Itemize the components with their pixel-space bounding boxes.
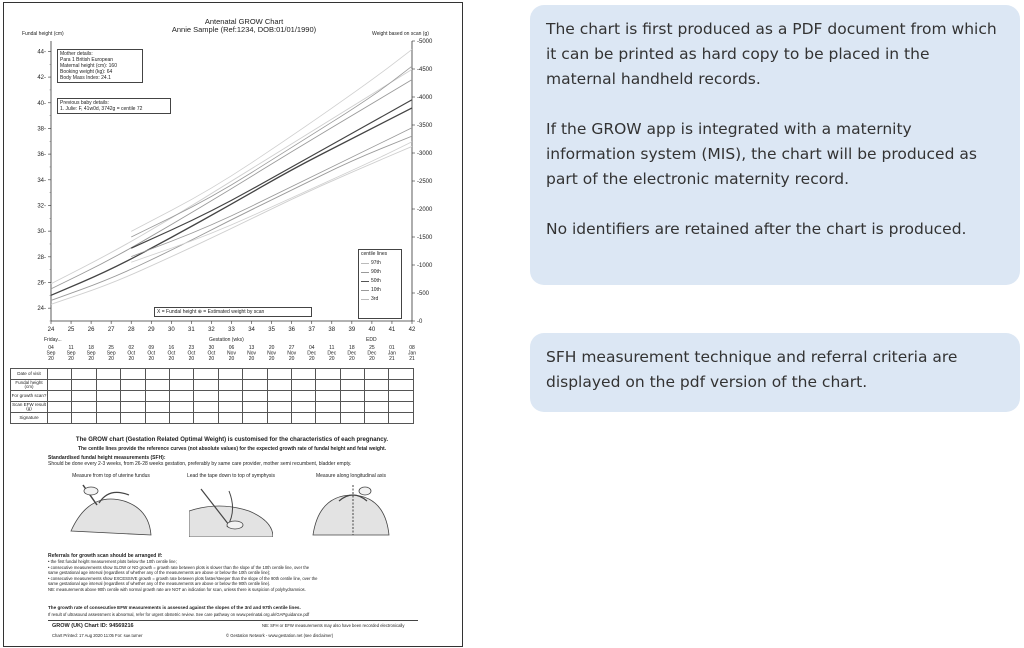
week-tick-label: 40 bbox=[368, 327, 376, 333]
right-tick-label: -5000 bbox=[417, 39, 433, 45]
date-label: 25 bbox=[369, 345, 375, 351]
footer-divider bbox=[48, 620, 418, 621]
date-label: Nov bbox=[287, 350, 297, 357]
copyright: © Gestation Network - www.gestation.net (see disclaimer) bbox=[226, 633, 334, 638]
right-tick-label: -2000 bbox=[417, 207, 433, 213]
callout-bottom bbox=[530, 333, 1020, 412]
efw-centile-50th bbox=[131, 100, 412, 248]
step2-caption: Lead the tape down to top of symphysis bbox=[186, 473, 276, 479]
date-label: 21 bbox=[409, 356, 415, 362]
step1-caption: Measure from top of uterine fundus bbox=[72, 473, 150, 479]
date-label: Oct bbox=[167, 350, 176, 357]
row-label: Scan EFW result (g) bbox=[12, 401, 46, 411]
mother-details-line: Maternal height (cm): 160 bbox=[60, 63, 117, 69]
date-label: 04 bbox=[308, 345, 315, 351]
efw-centile-97th bbox=[131, 49, 412, 231]
week-tick-label: 30 bbox=[167, 327, 175, 333]
patient-info: Annie Sample (Ref:1234, DOB:01/01/1990) bbox=[171, 25, 317, 34]
date-label: 20 bbox=[228, 356, 235, 362]
date-label: 18 bbox=[349, 345, 355, 351]
date-label: 20 bbox=[148, 356, 155, 362]
right-tick-label: -2500 bbox=[417, 179, 433, 185]
visit-table bbox=[10, 368, 414, 424]
date-label: 20 bbox=[308, 356, 315, 362]
gestation-label: Gestation (wks) bbox=[209, 337, 244, 343]
right-tick-label: -3500 bbox=[417, 123, 433, 129]
week-tick-label: 26 bbox=[87, 327, 95, 333]
referral-line: NB: measurements above 90th centile with normal growth rate are NOT an indication for scan, unless there is suspicion of polyhydramnios. bbox=[48, 586, 306, 592]
legend-item bbox=[361, 287, 399, 293]
date-label: Oct bbox=[147, 350, 156, 357]
info-heading: The GROW chart (Gestation Related Optimal Weight) is customised for the characteristics of each pregnancy. bbox=[75, 437, 389, 443]
sfh-text: Should be done every 2-3 weeks, from 26-28 weeks gestation, preferably by same care provider, mother semi recumbent, bladder empty. bbox=[48, 461, 352, 467]
callout-paragraph: If the GROW app is integrated with a maternity information system (MIS), the chart will be produced as part of the electronic maternity record. bbox=[546, 120, 977, 188]
left-tick-label: 34- bbox=[37, 177, 46, 184]
referral-title: Referrals for growth scan should be arranged if: bbox=[48, 553, 163, 559]
mother-details-box bbox=[57, 49, 143, 83]
date-label: Nov bbox=[267, 350, 277, 357]
week-tick-label: 41 bbox=[388, 327, 396, 333]
grow-chart-document bbox=[3, 2, 463, 647]
date-label: Sep bbox=[46, 350, 56, 357]
date-label: 20 bbox=[108, 356, 114, 362]
week-tick-label: 39 bbox=[348, 327, 356, 333]
date-label: 08 bbox=[409, 345, 415, 351]
left-tick-label: 38- bbox=[37, 126, 46, 133]
week-tick-label: 42 bbox=[408, 327, 416, 333]
row-label: Fundal height (cm) bbox=[11, 380, 48, 391]
callout-top bbox=[530, 5, 1020, 285]
date-label: 23 bbox=[188, 345, 195, 351]
left-tick-label: 32- bbox=[37, 203, 46, 210]
measure-fundus-illustration bbox=[69, 481, 153, 537]
date-label: 20 bbox=[369, 356, 375, 362]
row-label: For growth scan? bbox=[11, 391, 48, 402]
date-label: Nov bbox=[247, 350, 257, 357]
week-tick-label: 29 bbox=[147, 327, 155, 333]
date-label: Oct bbox=[187, 350, 196, 357]
date-label: 02 bbox=[128, 345, 135, 351]
date-label: 20 bbox=[188, 356, 195, 362]
referral-line: same gestational age interval (regardless of whether any of the measurements are above or below the 90th centile line). bbox=[48, 581, 271, 587]
mother-details-line: Booking weight (kg): 64 bbox=[60, 69, 113, 75]
week-tick-label: 27 bbox=[107, 327, 115, 333]
legend-item bbox=[361, 296, 399, 302]
row-label: Signature bbox=[11, 413, 48, 424]
date-label: 20 bbox=[208, 356, 215, 362]
referral-line: same gestational age interval (regardless of whether any of the measurements are above or below the 10th centile line); bbox=[48, 570, 271, 576]
date-label: 16 bbox=[168, 345, 175, 351]
date-label: Sep bbox=[66, 350, 76, 357]
left-tick-label: 28- bbox=[37, 254, 46, 261]
centile-legend bbox=[358, 249, 402, 319]
date-label: 20 bbox=[268, 356, 275, 362]
week-tick-label: 25 bbox=[67, 327, 75, 333]
week-tick-label: 28 bbox=[127, 327, 135, 333]
efw-centile-90th bbox=[131, 66, 412, 237]
sfh-title: Standardised fundal height measurements (SFH): bbox=[48, 455, 166, 461]
row-label: Date of visit bbox=[11, 369, 48, 380]
legend-label: 3rd bbox=[371, 296, 379, 302]
right-tick-label: -0 bbox=[417, 319, 423, 325]
date-label: 09 bbox=[148, 345, 155, 351]
mother-details-line: Body Mass Index: 24.1 bbox=[60, 75, 111, 81]
week-tick-label: 37 bbox=[308, 327, 316, 333]
nb-text: NB: SFH or EFW measurements may also have been recorded electronically bbox=[262, 623, 405, 628]
date-label: 20 bbox=[48, 356, 54, 362]
callout-paragraph: The chart is first produced as a PDF document from which it can be printed as hard copy to be placed in the maternal handheld records. bbox=[546, 20, 997, 88]
date-label: 06 bbox=[228, 345, 235, 351]
left-tick-label: 26- bbox=[37, 280, 46, 287]
tape-to-symphysis-illustration bbox=[189, 481, 273, 537]
referral-line: • consecutive measurements show EXCESSIVE growth = growth rate between plots faster/steeper than the slope of the 90th centile line, over the bbox=[48, 575, 318, 581]
date-label: Jan bbox=[407, 350, 417, 357]
step3-caption: Measure along longitudinal axis bbox=[315, 473, 387, 479]
right-tick-label: -1000 bbox=[417, 263, 433, 269]
date-label: 20 bbox=[128, 356, 135, 362]
date-label: Oct bbox=[207, 350, 216, 357]
date-label: Oct bbox=[127, 350, 136, 357]
date-label: 20 bbox=[288, 356, 295, 362]
date-label: 20 bbox=[268, 345, 275, 351]
date-label: 13 bbox=[248, 345, 255, 351]
left-tick-label: 30- bbox=[37, 229, 46, 236]
date-label: 30 bbox=[208, 345, 215, 351]
date-label: 20 bbox=[328, 356, 335, 362]
printed-info: Chart Printed: 17 Aug 2020 11:05 For: sue.turner bbox=[52, 633, 143, 638]
legend-label: 90th bbox=[371, 269, 381, 275]
left-axis-label: Fundal height (cm) bbox=[22, 31, 64, 37]
mother-details-line: Para 1 British European bbox=[60, 57, 114, 63]
referral-list bbox=[48, 559, 318, 593]
date-label: 04 bbox=[48, 345, 54, 351]
chart-key: X = Fundal height ⊕ = Estimated weight by scan bbox=[154, 307, 312, 317]
date-label: Nov bbox=[227, 350, 236, 357]
right-tick-label: -500 bbox=[417, 291, 430, 297]
legend-item bbox=[361, 260, 399, 266]
legend-item bbox=[361, 278, 399, 284]
date-label: 27 bbox=[288, 345, 295, 351]
week-tick-label: 33 bbox=[228, 327, 235, 333]
right-tick-label: -4500 bbox=[417, 67, 433, 73]
friday-label: Friday... bbox=[44, 337, 62, 343]
date-label: 21 bbox=[389, 356, 395, 362]
right-tick-label: -3000 bbox=[417, 151, 433, 157]
mother-details-line: Mother details: bbox=[60, 51, 93, 57]
right-tick-label: -4000 bbox=[417, 95, 433, 101]
date-label: Dec bbox=[367, 350, 377, 357]
date-label: 20 bbox=[349, 356, 355, 362]
date-label: Dec bbox=[307, 350, 317, 357]
left-tick-label: 40- bbox=[37, 100, 46, 107]
left-tick-label: 44- bbox=[37, 49, 46, 56]
edd-label: EDD bbox=[366, 337, 377, 343]
date-label: 20 bbox=[68, 356, 74, 362]
right-tick-label: -1500 bbox=[417, 235, 433, 241]
efw-text: If result of ultrasound assessment is abnormal, refer for urgent obstetric review. See care pathway on www.perinatal.org.uk/GAPguidance.pdf bbox=[48, 612, 310, 617]
week-tick-label: 24 bbox=[47, 327, 55, 333]
date-label: 01 bbox=[389, 345, 395, 351]
callout-paragraph: SFH measurement technique and referral criteria are displayed on the pdf version of the chart. bbox=[546, 348, 958, 391]
week-tick-label: 36 bbox=[288, 327, 296, 333]
info-section bbox=[48, 437, 416, 467]
chart-id: GROW (UK) Chart ID: 94569216 bbox=[52, 623, 134, 629]
date-label: 11 bbox=[329, 345, 335, 351]
chart-title: Antenatal GROW Chart bbox=[204, 17, 284, 26]
date-label: 18 bbox=[88, 345, 94, 351]
date-label: Sep bbox=[86, 350, 96, 357]
week-tick-label: 32 bbox=[208, 327, 215, 333]
date-label: Sep bbox=[106, 350, 116, 357]
callout-paragraph: No identifiers are retained after the chart is produced. bbox=[546, 220, 967, 238]
legend-title: centile lines bbox=[361, 251, 388, 257]
week-tick-label: 38 bbox=[328, 327, 336, 333]
legend-label: 97th bbox=[371, 260, 381, 266]
referral-line: • the first fundal height measurement plots below the 10th centile line; bbox=[48, 559, 177, 564]
efw-title: The growth rate of consecutive EFW measurements is assessed against the slopes of the 3rd and 97th centile lines. bbox=[48, 605, 301, 610]
legend-label: 10th bbox=[371, 287, 381, 293]
left-tick-label: 36- bbox=[37, 152, 46, 159]
legend-item bbox=[361, 269, 399, 275]
referral-line: • consecutive measurements show SLOW or NO growth = growth rate between plots is slower than the slope of the 10th centile line, over the bbox=[48, 564, 310, 570]
efw-centile-10th bbox=[131, 128, 412, 257]
info-subheading: The centile lines provide the reference curves (not absolute values) for the expected growth rate of fundal height and fetal weight. bbox=[77, 446, 387, 452]
date-label: 20 bbox=[168, 356, 175, 362]
legend-label: 50th bbox=[371, 278, 381, 284]
date-label: Jan bbox=[387, 350, 396, 357]
left-tick-label: 24- bbox=[37, 306, 46, 313]
week-tick-label: 31 bbox=[188, 327, 195, 333]
date-label: 20 bbox=[248, 356, 255, 362]
week-tick-label: 35 bbox=[268, 327, 275, 333]
date-label: 25 bbox=[108, 345, 114, 351]
previous-baby-box bbox=[57, 98, 171, 114]
date-label: 20 bbox=[88, 356, 94, 362]
left-tick-label: 42- bbox=[37, 75, 46, 82]
previous-baby-line: 1. Julie: F, 41w0d, 3742g = centile 72 bbox=[60, 106, 143, 112]
right-axis-label: Weight based on scan (g) bbox=[372, 31, 429, 37]
previous-baby-line: Previous baby details: bbox=[60, 100, 109, 106]
date-label: Dec bbox=[347, 350, 357, 357]
date-label: Dec bbox=[327, 350, 337, 357]
longitudinal-axis-illustration bbox=[309, 481, 393, 537]
week-tick-label: 34 bbox=[248, 327, 255, 333]
date-label: 11 bbox=[68, 345, 74, 351]
